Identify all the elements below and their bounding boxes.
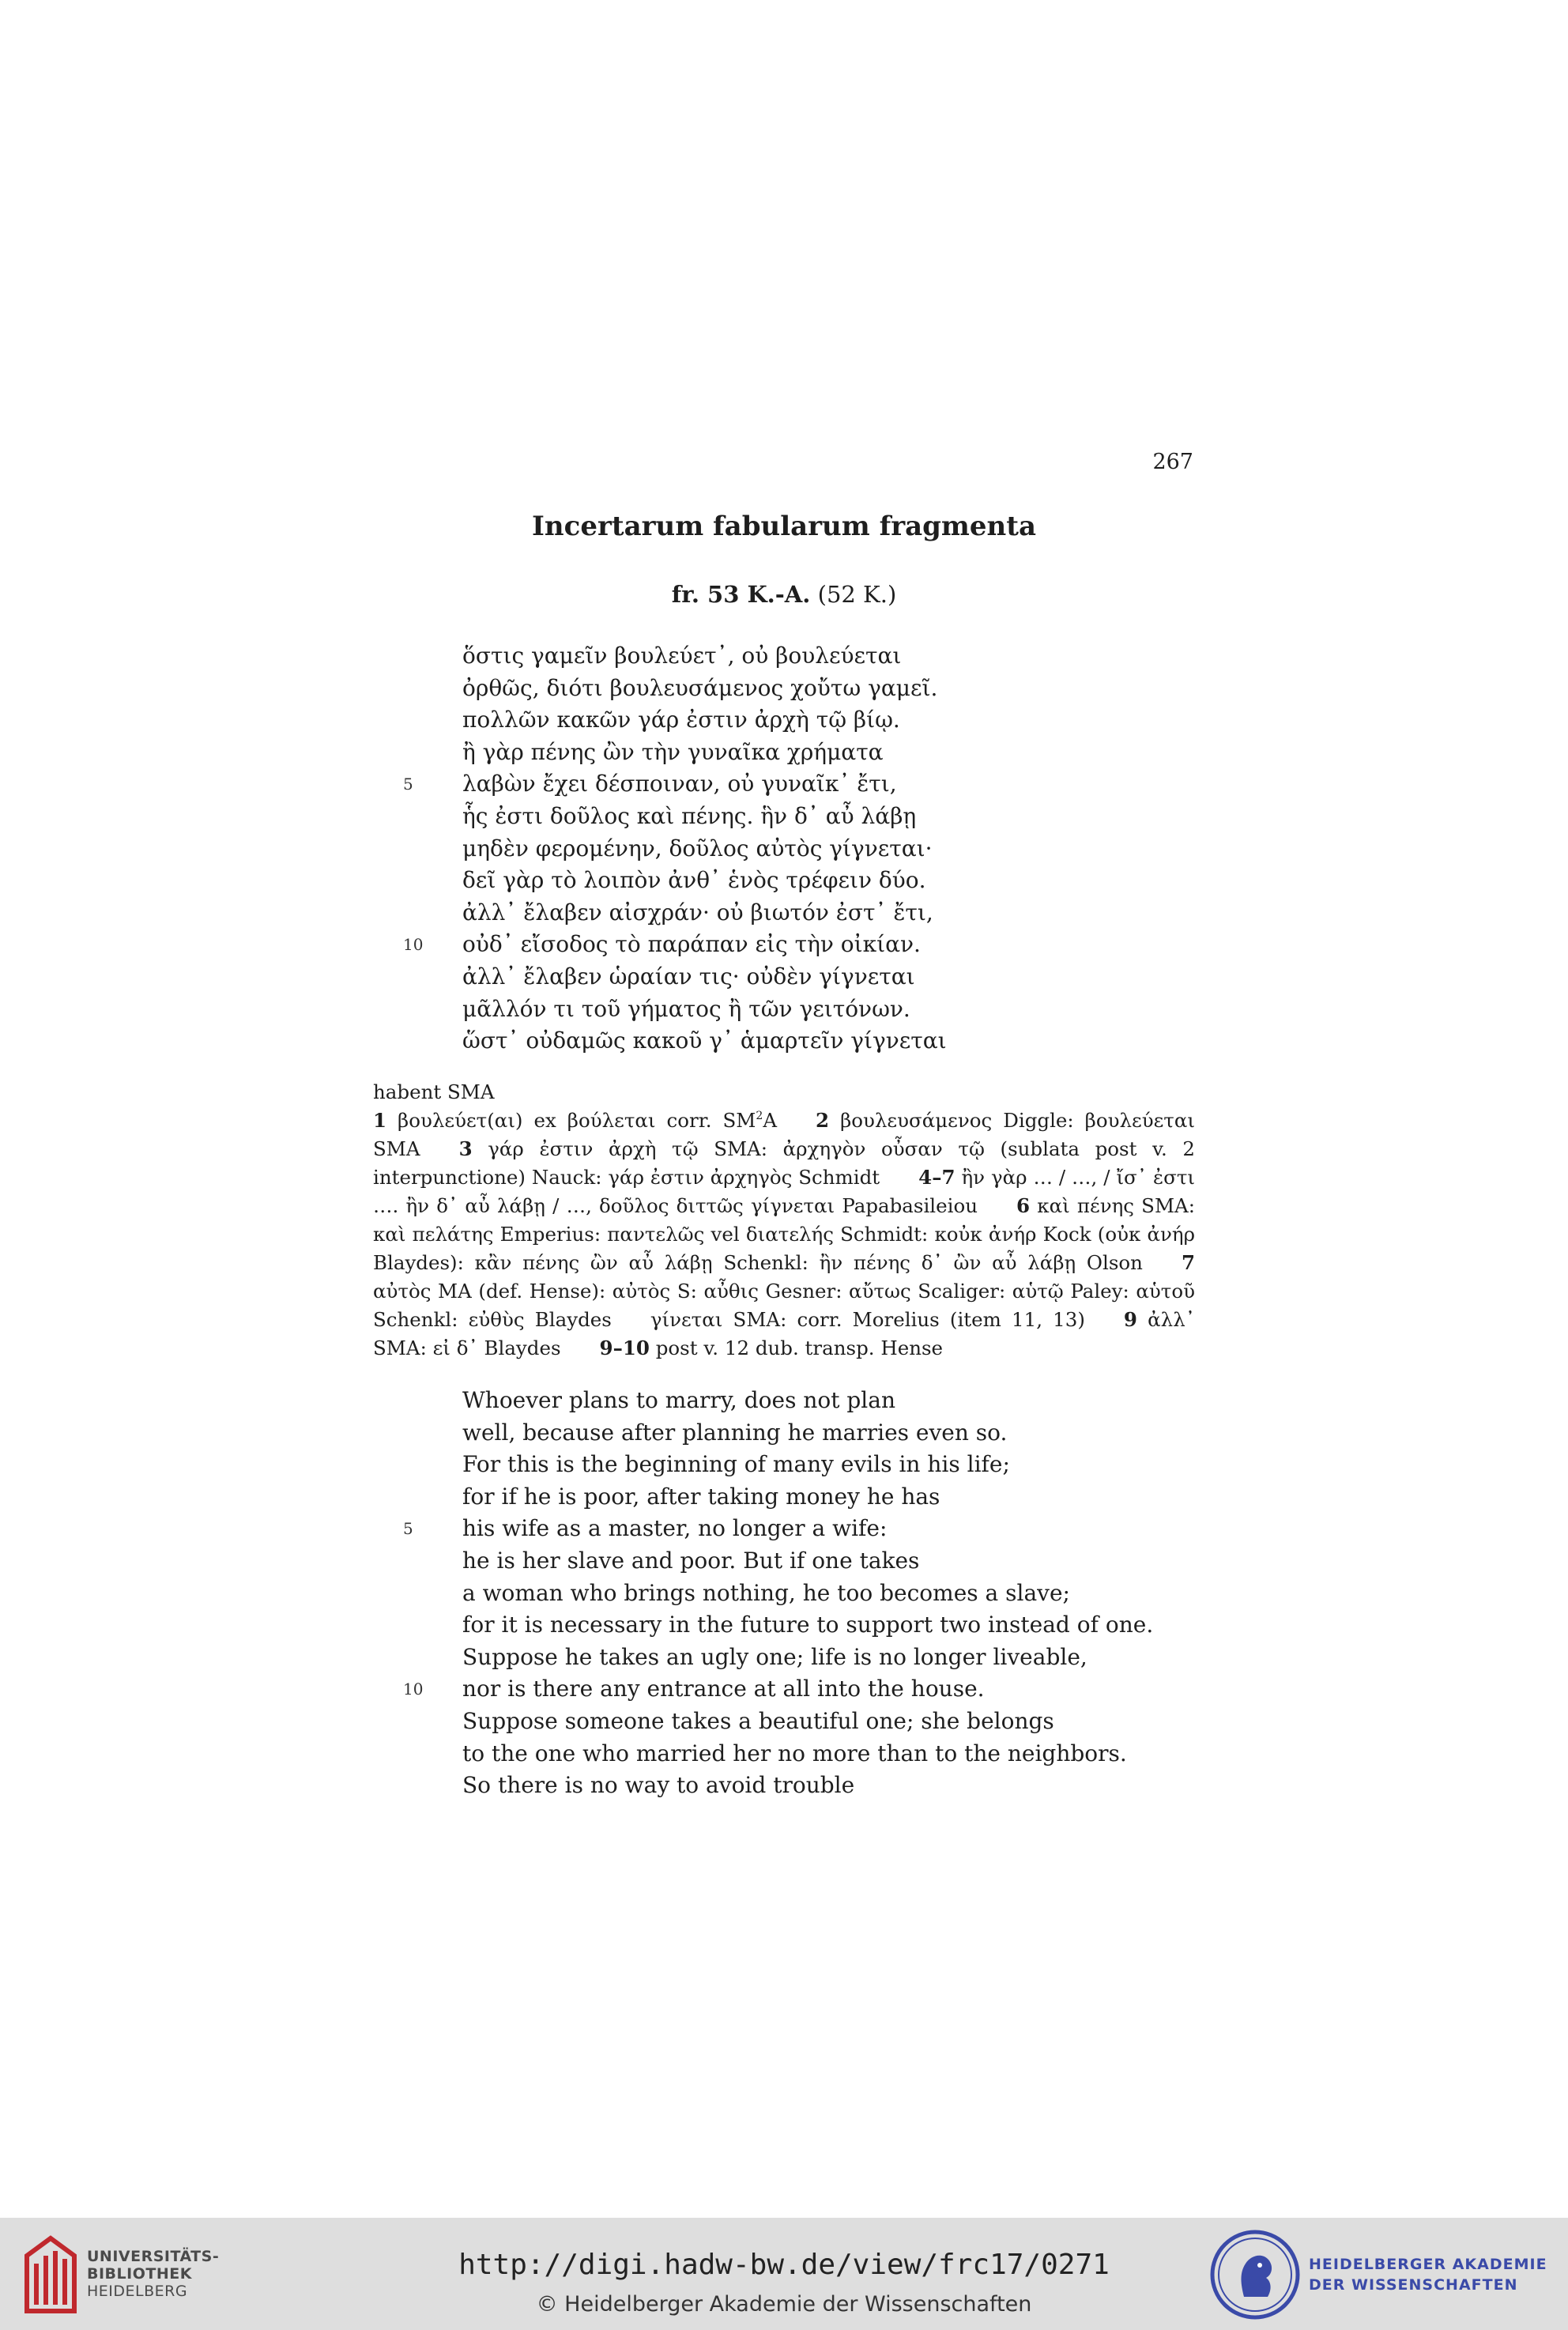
apparatus-note: γάρ ἐστιν ἀρχὴ τῷ SMA: ἀρχηγὸν οὖσαν τῷ (sublata post v. 2 interpunctione) Nauck: γάρ ἐστιν ἀρχηγὸς Schmidt — [373, 1137, 1195, 1189]
apparatus-entries — [373, 1107, 1195, 1363]
greek-verse-text: ὅστις γαμεῖν βουλεύετ᾽, οὐ βουλεύεται — [462, 643, 902, 669]
greek-verse-text: ἀλλ᾽ ἔλαβεν ὡραίαν τις· οὐδὲν γίγνεται — [462, 963, 915, 990]
apparatus-line-ref: 4–7 — [918, 1166, 956, 1189]
english-verse-line — [0, 1449, 1568, 1481]
greek-verse-text: μηδὲν φερομένην, δοῦλος αὐτὸς γίγνεται· — [462, 835, 933, 861]
english-verse-line — [0, 1609, 1568, 1642]
english-verse-text: for it is necessary in the future to support two instead of one. — [462, 1612, 1154, 1638]
apparatus-note: καὶ πένης SMA: καὶ πελάτης Emperius: παντελῶς vel διατελής Schmidt: κοὐκ ἀνήρ Kock (οὐκ ἀνήρ Blaydes): κἂν πένης ὢν αὖ λάβῃ Schenkl: ἢν πένης δ᾽ ὢν αὖ λάβῃ Olson — [373, 1194, 1195, 1274]
greek-verse-line — [0, 801, 1568, 833]
greek-verse-line — [0, 640, 1568, 673]
copyright-notice: © Heidelberger Akademie der Wissenschaften — [536, 2292, 1032, 2317]
greek-verse-line — [0, 897, 1568, 929]
line-number: 5 — [403, 1519, 413, 1539]
line-number: 5 — [403, 775, 413, 794]
english-verse-line — [0, 1706, 1568, 1738]
apparatus-line-ref: 9 — [1123, 1308, 1137, 1331]
english-verse-line — [0, 1545, 1568, 1578]
footer — [0, 2218, 1568, 2330]
line-number: 10 — [403, 1680, 424, 1699]
apparatus-line-ref: 2 — [816, 1109, 830, 1132]
greek-verse-text: οὐδ᾽ εἴσοδος τὸ παράπαν εἰς τὴν οἰκίαν. — [462, 931, 921, 958]
greek-verse-text: μᾶλλόν τι τοῦ γήματος ἢ τῶν γειτόνων. — [462, 995, 910, 1022]
fragment-heading — [373, 579, 1195, 610]
greek-verse-text: ἀλλ᾽ ἔλαβεν αἰσχράν· οὐ βιωτόν ἐστ᾽ ἔτι, — [462, 899, 933, 926]
english-verse-line — [0, 1770, 1568, 1802]
english-verse-text: his wife as a master, no longer a wife: — [462, 1515, 888, 1542]
ub-line-2: BIBLIOTHEK — [87, 2265, 192, 2283]
greek-verse-line — [0, 993, 1568, 1026]
apparatus-line-ref: 6 — [1016, 1194, 1031, 1217]
greek-verse-text: λαβὼν ἔχει δέσποιναν, οὐ γυναῖκ᾽ ἔτι, — [462, 771, 897, 797]
apparatus-note: ἢν γὰρ … / …, / ἴσ᾽ ἐστι …. ἢν δ᾽ αὖ λάβῃ / …, δοῦλος διττῶς γίγνεται Papabasileiou — [373, 1166, 1195, 1217]
apparatus-line-ref: 3 — [458, 1137, 473, 1160]
page-title: Incertarum fabularum fragmenta — [532, 511, 1036, 542]
english-verse-line — [0, 1481, 1568, 1514]
greek-verse-line — [0, 961, 1568, 993]
page-number: 267 — [1152, 450, 1193, 474]
greek-verse-line — [0, 929, 1568, 961]
apparatus-entry — [650, 1308, 1085, 1331]
english-verse-text: a woman who brings nothing, he too becomes a slave; — [462, 1579, 1070, 1606]
english-verse-text: Whoever plans to marry, does not plan — [462, 1387, 895, 1413]
greek-verse-text: ὥστ᾽ οὐδαμῶς κακοῦ γ᾽ ἁμαρτεῖν γίγνεται — [462, 1027, 947, 1054]
permalink-url[interactable]: http://digi.hadw-bw.de/view/frc17/0271 — [458, 2249, 1110, 2281]
apparatus-line-ref: 1 — [373, 1109, 387, 1132]
fragment-number: fr. 53 K.-A. — [671, 581, 811, 608]
english-verse-text: to the one who married her no more than to the neighbors. — [462, 1740, 1127, 1766]
english-verse-line — [0, 1673, 1568, 1706]
greek-verse-line — [0, 704, 1568, 737]
academy-seal-icon[interactable] — [1209, 2229, 1301, 2321]
greek-verse-line — [0, 865, 1568, 897]
apparatus-sources: habent SMA — [373, 1080, 495, 1103]
apparatus-note: post v. 12 dub. transp. Hense — [649, 1337, 944, 1359]
greek-verse-text: δεῖ γὰρ τὸ λοιπὸν ἀνθ᾽ ἑνὸς τρέφειν δύο. — [462, 867, 926, 894]
english-verse-line — [0, 1738, 1568, 1770]
apparatus-note: ἀλλ᾽ SMA: εἰ δ᾽ Blaydes — [373, 1308, 1195, 1359]
apparatus-entry — [600, 1337, 944, 1359]
critical-apparatus — [373, 1078, 1195, 1363]
line-number: 10 — [403, 935, 424, 955]
apparatus-note: βουλεύετ(αι) ex βούλεται corr. SM — [386, 1109, 756, 1132]
greek-verse-line — [0, 673, 1568, 705]
english-translation — [0, 1385, 1568, 1802]
english-verse-text: nor is there any entrance at all into the house. — [462, 1676, 985, 1702]
english-verse-line — [0, 1417, 1568, 1450]
english-verse-text: Suppose he takes an ugly one; life is no longer liveable, — [462, 1643, 1087, 1670]
english-verse-text: For this is the beginning of many evils in his life; — [462, 1451, 1010, 1478]
apparatus-note: βουλευσάμενος Diggle: βουλεύεται SMA — [373, 1109, 1195, 1160]
apparatus-entry — [373, 1109, 777, 1132]
english-verse-text: for if he is poor, after taking money he has — [462, 1483, 940, 1510]
english-verse-text: So there is no way to avoid trouble — [462, 1772, 855, 1799]
apparatus-note: γίνεται SMA: corr. Morelius (item 11, 13) — [650, 1308, 1085, 1331]
greek-text — [0, 640, 1568, 1058]
english-verse-line — [0, 1642, 1568, 1674]
apparatus-note-tail: A — [763, 1109, 778, 1132]
haw-line-2: DER WISSENSCHAFTEN — [1309, 2276, 1518, 2294]
english-verse-text: he is her slave and poor. But if one takes — [462, 1547, 920, 1574]
english-verse-text: Suppose someone takes a beautiful one; she belongs — [462, 1707, 1054, 1734]
greek-verse-text: ἢ γὰρ πένης ὢν τὴν γυναῖκα χρήματα — [462, 738, 884, 765]
apparatus-line-ref: 7 — [1181, 1251, 1195, 1274]
greek-verse-text: ὀρθῶς, διότι βουλευσάμενος χοὔτω γαμεῖ. — [462, 674, 938, 701]
greek-verse-line — [0, 833, 1568, 865]
ub-line-3: HEIDELBERG — [87, 2283, 188, 2300]
greek-verse-line — [0, 1025, 1568, 1058]
greek-verse-line — [0, 768, 1568, 801]
english-verse-line — [0, 1578, 1568, 1610]
apparatus-line-ref: 9–10 — [599, 1337, 650, 1359]
greek-verse-line — [0, 737, 1568, 769]
ub-line-1: UNIVERSITÄTS- — [87, 2248, 220, 2265]
english-verse-text: well, because after planning he marries even so. — [462, 1419, 1008, 1446]
fragment-alt-number: (52 K.) — [810, 581, 897, 608]
english-verse-line — [0, 1385, 1568, 1417]
academy-name[interactable] — [1309, 2254, 1547, 2295]
apparatus-superscript: 2 — [756, 1110, 763, 1122]
apparatus-note: αὐτὸς MA (def. Hense): αὐτὸς S: αὖθις Gesner: αὔτως Scaliger: αὑτῷ Paley: αὑτοῦ Schenkl: εὐθὺς Blaydes — [373, 1280, 1195, 1331]
haw-line-1: HEIDELBERGER AKADEMIE — [1309, 2256, 1547, 2273]
greek-verse-text: ἧς ἐστι δοῦλος καὶ πένης. ἣν δ᾽ αὖ λάβῃ — [462, 802, 917, 829]
greek-verse-text: πολλῶν κακῶν γάρ ἐστιν ἀρχὴ τῷ βίῳ. — [462, 707, 900, 733]
english-verse-line — [0, 1513, 1568, 1545]
